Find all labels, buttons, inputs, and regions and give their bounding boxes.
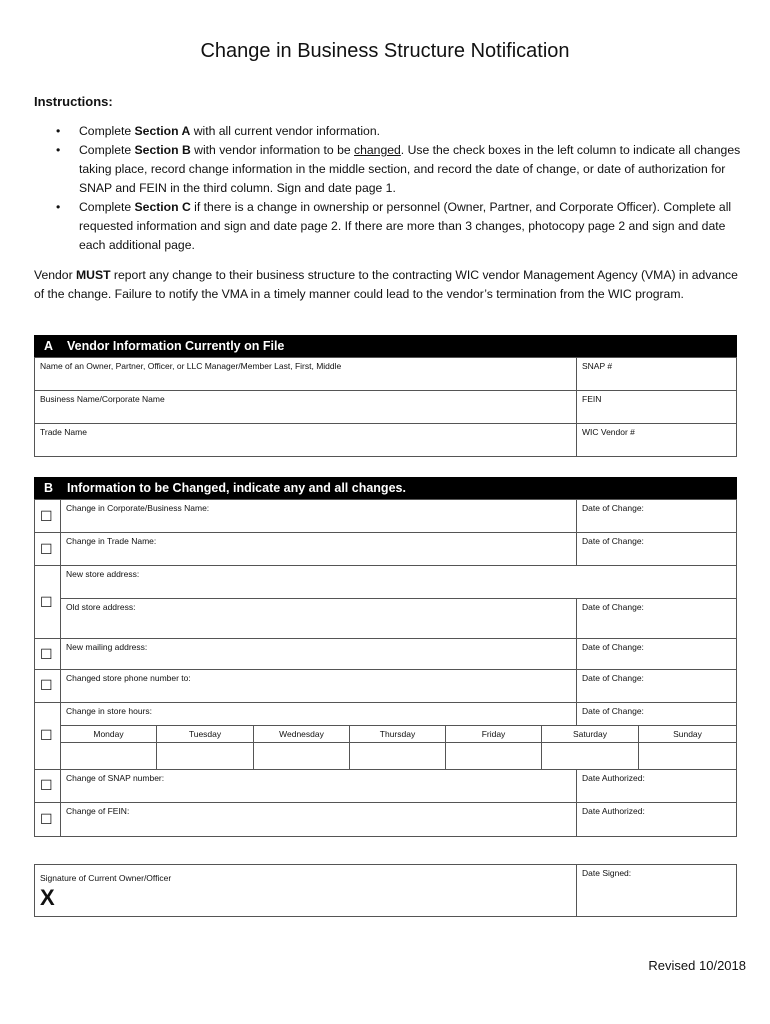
- signature-field[interactable]: [34, 864, 577, 917]
- day-header-tuesday: Tuesday: [156, 725, 254, 743]
- business-name-field[interactable]: Business Name/Corporate Name: [34, 390, 577, 424]
- day-header-wednesday: Wednesday: [253, 725, 350, 743]
- day-header-monday: Monday: [60, 725, 157, 743]
- list-item: • Complete Section B with vendor information to be changed. Use the check boxes in the left column to indicate all changes taking place, record change information in the middle section, and record the date of change, or date of authorization for SNAP and FEIN in the third column. Sign and date page 1.: [56, 143, 741, 195]
- date-signed-field[interactable]: Date Signed:: [576, 864, 737, 917]
- store-hours-label-cell: Change in store hours:: [60, 702, 577, 726]
- wic-vendor-field[interactable]: WIC Vendor #: [576, 423, 737, 457]
- snap-change-checkbox[interactable]: ☐: [40, 777, 53, 793]
- friday-hours-field[interactable]: [445, 742, 542, 770]
- section-a-header: [34, 335, 737, 357]
- list-item: • Complete Section A with all current vendor information.: [34, 122, 742, 141]
- monday-hours-field[interactable]: [60, 742, 157, 770]
- snap-number-field[interactable]: SNAP #: [576, 357, 737, 391]
- fein-field[interactable]: FEIN: [576, 390, 737, 424]
- phone-checkbox[interactable]: ☐: [40, 677, 53, 693]
- store-hours-checkbox[interactable]: ☐: [40, 727, 53, 743]
- bullet-icon: •: [56, 124, 61, 138]
- corp-name-field[interactable]: Change in Corporate/Business Name:: [60, 499, 577, 533]
- saturday-hours-field[interactable]: [541, 742, 639, 770]
- store-address-date-field[interactable]: Date of Change:: [576, 598, 737, 639]
- trade-name-date-field[interactable]: Date of Change:: [576, 532, 737, 566]
- fein-date-authorized-field[interactable]: Date Authorized:: [576, 802, 737, 837]
- instructions-list: [34, 122, 742, 255]
- trade-name-checkbox[interactable]: ☐: [40, 541, 53, 557]
- mailing-address-date-field[interactable]: Date of Change:: [576, 638, 737, 670]
- owner-name-field[interactable]: Name of an Owner, Partner, Officer, or LLC Manager/Member Last, First, Middle: [34, 357, 577, 391]
- fein-change-field[interactable]: Change of FEIN:: [60, 802, 577, 837]
- old-store-address-field[interactable]: Old store address:: [60, 598, 577, 639]
- new-store-address-field[interactable]: New store address:: [60, 565, 737, 599]
- snap-date-authorized-field[interactable]: Date Authorized:: [576, 769, 737, 803]
- new-mailing-address-field[interactable]: New mailing address:: [60, 638, 577, 670]
- store-hours-date-field[interactable]: Date of Change:: [576, 702, 737, 726]
- section-letter: B: [44, 481, 54, 495]
- section-letter: A: [44, 339, 54, 353]
- day-header-thursday: Thursday: [349, 725, 446, 743]
- store-phone-field[interactable]: Changed store phone number to:: [60, 669, 577, 703]
- section-b-header: [34, 477, 737, 499]
- section-title: Vendor Information Currently on File: [67, 339, 285, 353]
- wednesday-hours-field[interactable]: [253, 742, 350, 770]
- bullet-icon: •: [56, 200, 61, 214]
- signature-x-mark: X: [40, 885, 55, 910]
- instructions-heading: Instructions:: [34, 94, 113, 109]
- section-title: Information to be Changed, indicate any and all changes.: [67, 481, 406, 495]
- day-header-friday: Friday: [445, 725, 542, 743]
- store-address-checkbox[interactable]: ☐: [40, 594, 53, 610]
- bullet-icon: •: [56, 143, 61, 157]
- fein-change-checkbox[interactable]: ☐: [40, 811, 53, 827]
- trade-name-change-field[interactable]: Change in Trade Name:: [60, 532, 577, 566]
- snap-change-field[interactable]: Change of SNAP number:: [60, 769, 577, 803]
- vendor-note: Vendor MUST report any change to their business structure to the contracting WIC vendor Management Agency (VMA) in advance of the change. Failure to notify the VMA in a timely manner could lead to the vendor’s termination from the WIC program.: [34, 268, 738, 301]
- corp-name-date-field[interactable]: Date of Change:: [576, 499, 737, 533]
- phone-date-field[interactable]: Date of Change:: [576, 669, 737, 703]
- list-item: • Complete Section C if there is a change in ownership or personnel (Owner, Partner, and Corporate Officer). Complete all requested information and sign and date page 2. If there are more than 3 changes, photocopy page 2 and sign and date each additional page.: [56, 200, 732, 252]
- page-title: Change in Business Structure Notification: [200, 40, 570, 62]
- revision-date: Revised 10/2018: [648, 958, 746, 973]
- day-header-saturday: Saturday: [541, 725, 639, 743]
- trade-name-field[interactable]: Trade Name: [34, 423, 577, 457]
- corp-name-checkbox[interactable]: ☐: [40, 508, 53, 524]
- day-header-sunday: Sunday: [638, 725, 737, 743]
- tuesday-hours-field[interactable]: [156, 742, 254, 770]
- sunday-hours-field[interactable]: [638, 742, 737, 770]
- signature-label: Signature of Current Owner/Officer: [40, 873, 172, 883]
- mailing-address-checkbox[interactable]: ☐: [40, 646, 53, 662]
- thursday-hours-field[interactable]: [349, 742, 446, 770]
